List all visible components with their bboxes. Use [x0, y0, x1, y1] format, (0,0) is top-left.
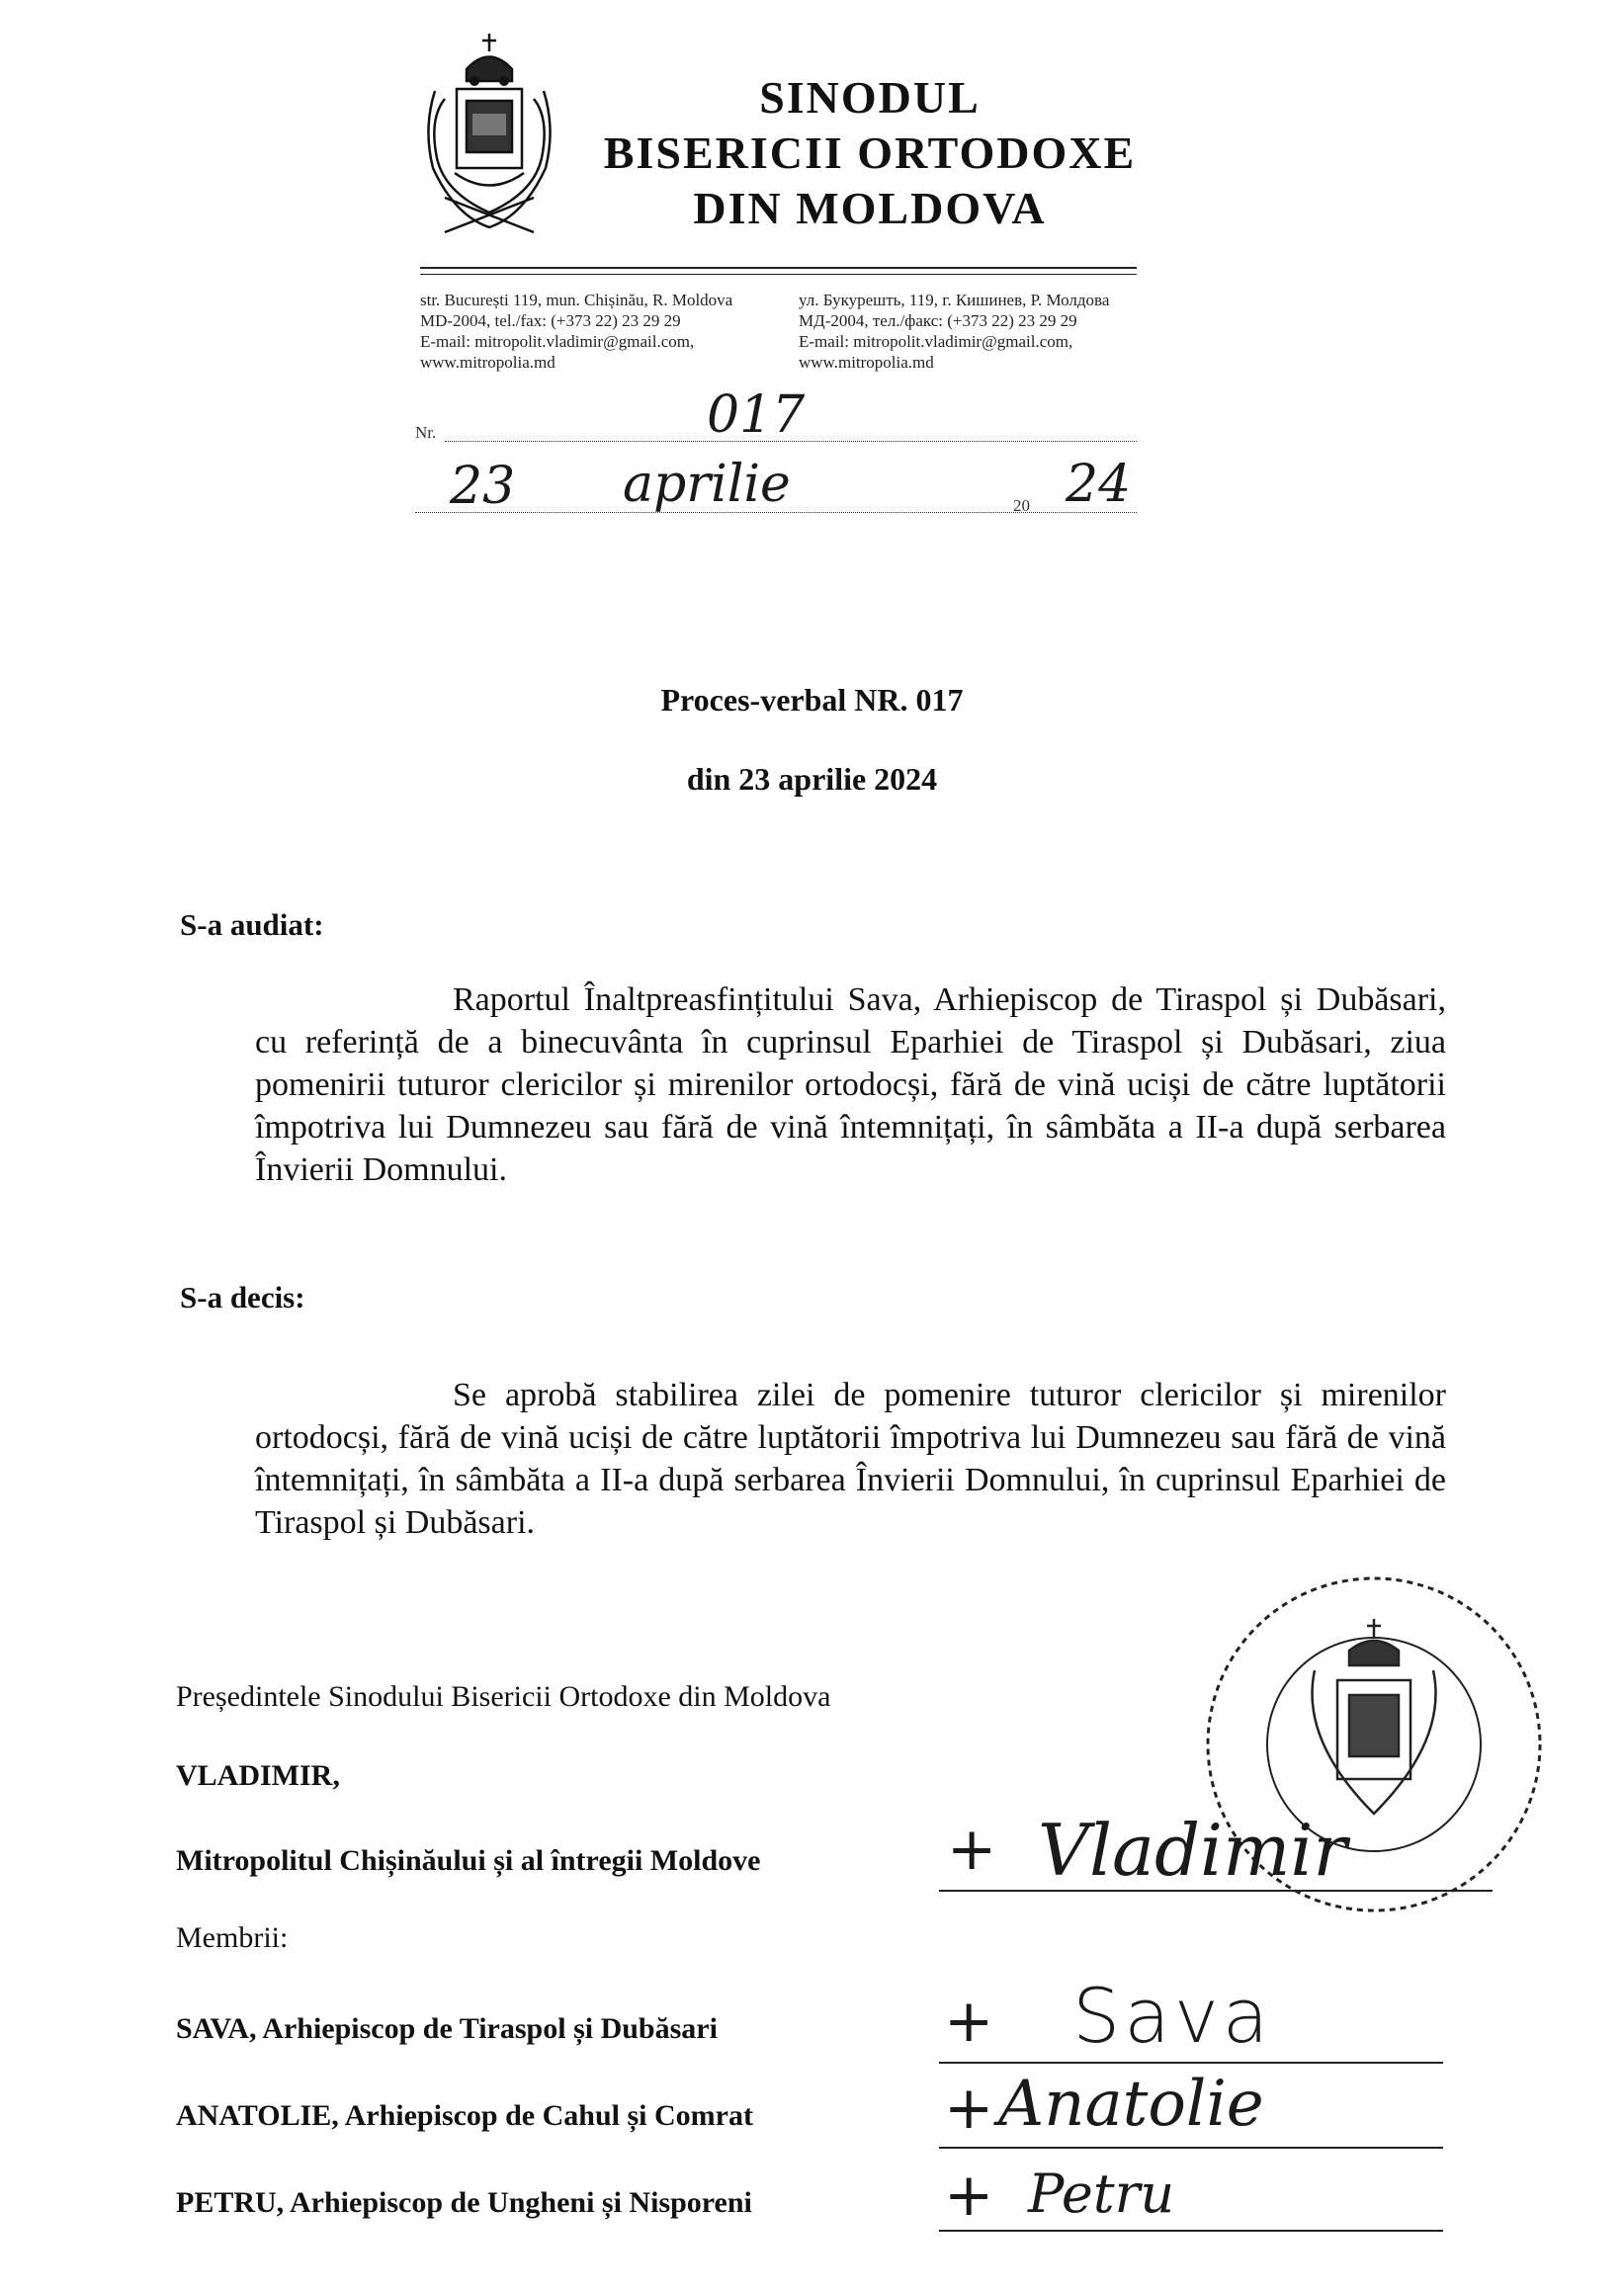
decided-paragraph: [255, 1374, 1446, 1544]
nr-handwritten: 017: [707, 385, 806, 445]
president-name: VLADIMIR,: [176, 1759, 340, 1792]
contact-line: str. București 119, mun. Chișinău, R. Moldova: [420, 291, 733, 309]
heard-text: Raportul Înaltpreasfințitului Sava, Arhiepiscop de Tiraspol și Dubăsari, cu referință de a binecuvânta în cuprinsul Eparhiei de Tiraspol și Dubăsari, ziua pomenirii tuturor clericilor și mirenilor ortodocși, fără de vină uciși de către luptătorii împotriva lui Dumnezeu sau fără de vină întemnițați, în sâmbăta a II-a după serbarea Învierii Domnului.: [255, 981, 1446, 1188]
president-signature: Vladimir: [1038, 1809, 1347, 1892]
document-subtitle: din 23 aprilie 2024: [686, 761, 938, 797]
heard-label: S-a audiat:: [180, 907, 324, 942]
church-coat-of-arms-icon: [415, 30, 563, 237]
cross-mark: +: [944, 2074, 994, 2143]
member-signature: Sava: [1072, 1972, 1273, 2060]
year-suffix-handwritten: 24: [1066, 455, 1132, 514]
member-signature-line: [939, 2147, 1443, 2149]
member-name: ANATOLIE, Arhiepiscop de Cahul și Comrat: [176, 2099, 753, 2132]
org-name-line2: BISERICII ORTODOXE: [603, 127, 1137, 178]
member-name: PETRU, Arhiepiscop de Ungheni și Nisporeni: [176, 2186, 752, 2219]
cross-mark: +: [947, 1815, 997, 1884]
contact-line: МД-2004, тел./факс: (+373 22) 23 29 29: [799, 311, 1077, 330]
contact-line: www.mitropolia.md: [799, 353, 934, 372]
contact-line: www.mitropolia.md: [420, 353, 556, 372]
date-month-handwritten: aprilie: [623, 455, 791, 514]
president-role: Mitropolitul Chișinăului și al întregii Moldove: [176, 1844, 761, 1877]
contact-line: E-mail: mitropolit.vladimir@gmail.com,: [799, 332, 1073, 351]
nr-label: Nr.: [415, 423, 437, 442]
decided-label: S-a decis:: [180, 1280, 305, 1315]
member-signature: Petru: [1028, 2163, 1175, 2225]
contact-block-russian: [799, 290, 1109, 373]
contact-line: MD-2004, tel./fax: (+373 22) 23 29 29: [420, 311, 681, 330]
org-name-line3: DIN MOLDOVA: [693, 183, 1047, 233]
org-name-line1: SINODUL: [759, 72, 981, 123]
date-day-handwritten: 23: [450, 457, 516, 516]
member-signature-line: [939, 2062, 1443, 2064]
header-rule-top: [420, 267, 1137, 269]
year-prefix: 20: [1013, 496, 1030, 515]
member-signature: Anatolie: [998, 2068, 1264, 2141]
contact-line: ул. Букурешть, 119, г. Кишинев, Р. Молдова: [799, 291, 1110, 309]
cross-mark: +: [944, 2161, 994, 2230]
member-signature-line: [939, 2230, 1443, 2232]
member-name: SAVA, Arhiepiscop de Tiraspol și Dubăsari: [176, 2012, 718, 2045]
contact-line: E-mail: mitropolit.vladimir@gmail.com,: [420, 332, 695, 351]
header-rule-bottom: [420, 274, 1137, 275]
decided-text: Se aprobă stabilirea zilei de pomenire tuturor clericilor și mirenilor ortodocși, fără de vină uciși de către luptătorii împotriva lui Dumnezeu sau fără de vină întemnițați, în sâmbăta a II-a după serbarea Învierii Domnului, în cuprinsul Eparhiei de Tiraspol și Dubăsari.: [255, 1377, 1446, 1541]
members-label: Membrii:: [176, 1921, 289, 1954]
contact-block-romanian: [420, 290, 732, 373]
president-title: Președintele Sinodului Bisericii Ortodoxe din Moldova: [176, 1680, 831, 1713]
heard-paragraph: [255, 978, 1446, 1191]
document-title: Proces-verbal NR. 017: [660, 682, 964, 718]
cross-mark: +: [944, 1987, 994, 2056]
